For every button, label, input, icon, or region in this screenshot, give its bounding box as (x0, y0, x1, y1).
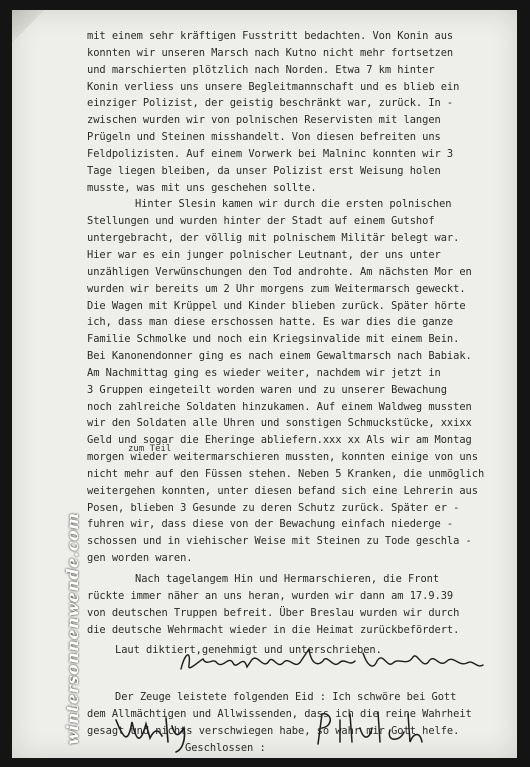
text-line: Am Nachmittag ging es wieder weiter, nachdem wir jetzt in (87, 366, 441, 379)
text-line: Geld und sogar die Eheringe abliefern.xxx xx Als wir am Montag (87, 434, 472, 447)
site-watermark: wintersonnenwende.com (63, 512, 82, 745)
text-line: Stellungen und wurden hinter der Stadt auf einem Gutshof (87, 215, 435, 228)
text-line: ich, dass man diese erschossen hatte. Es war dies die ganze (87, 316, 454, 329)
closing-signature-right (312, 708, 432, 754)
text-line: wir den Soldaten alle Uhren und sonstigen Schmuckstücke, xxixx (87, 417, 472, 430)
text-line: Familie Schmolke und noch ein Kriegsinvalide mit einem Bein. (87, 333, 460, 346)
text-line: einziger Polizist, der geistig beschränkt war, zurück. In - (87, 97, 454, 110)
text-line: noch zahlreiche Soldaten hinzukamen. Auf einem Waldweg mussten (87, 400, 472, 413)
text-line: schossen und in viehischer Weise mit Steinen zu Tode geschla - (87, 535, 472, 548)
text-line: Der Zeuge leistete folgenden Eid : Ich schwöre bei Gott (115, 691, 457, 704)
text-line: untergebracht, der völlig mit polnischem Militär belegt war. (87, 232, 460, 245)
document-page (12, 10, 517, 758)
text-line: weitergehen konnten, unter diesen befand sich eine Lehrerin aus (87, 484, 478, 497)
text-line: Posen, blieben 3 Gesunde zu deren Schutz zurück. Später er - (87, 501, 460, 514)
text-line: wurden wir bereits um 2 Uhr morgens zum Weitermarsch geweckt. (87, 282, 466, 295)
text-line: Hinter Slesin kamen wir durch die ersten polnischen (135, 198, 452, 211)
text-line: Nach tagelangem Hin und Hermarschieren, die Front (135, 573, 440, 585)
text-line: gen worden waren. (87, 552, 193, 565)
text-line: nicht mehr auf den Füssen stehen. Neben 5 Kranken, die unmöglich (87, 467, 485, 480)
text-line: und marschierten plötzlich nach Norden. Etwa 7 km hinter (87, 63, 435, 76)
text-line: 3 Gruppen eingeteilt worden waren und zu unserer Bewachung (87, 383, 447, 396)
closing-signature-left (110, 710, 200, 756)
handwritten-insertion: zum Teil (128, 444, 172, 454)
text-line: rückte immer näher an uns heran, wurden wir dann am 17.9.39 (87, 589, 454, 602)
text-line: Geschlossen : (185, 741, 266, 754)
text-line: unzähligen Verwünschungen den Tod androhte. Am nächsten Mor en (87, 265, 472, 278)
text-line: Feldpolizisten. Auf einem Vorwerk bei Malninc konnten wir 3 (87, 147, 454, 160)
text-line: morgen wieder weitermarschieren mussten, konnten einige von uns (87, 451, 478, 464)
text-line: fuhren wir, dass diese von der Bewachung einfach niederge - (87, 518, 454, 531)
text-line: Laut diktiert,genehmigt und unterschrieben. (115, 644, 382, 657)
witness-signature (177, 643, 497, 683)
text-line: konnten wir unseren Marsch nach Kutno nicht mehr fortsetzen (87, 46, 454, 59)
text-line: Hier war es ein junger polnischer Leutnant, der uns unter (87, 248, 441, 261)
text-line: die deutsche Wehrmacht wieder in die Heimat zurückbefördert. (87, 623, 460, 636)
text-line: Die Wagen mit Krüppel und Kinder blieben zurück. Später hörte (87, 299, 466, 312)
text-line: gesagt und nichts verschwiegen habe, so wahr mir Gott helfe. (87, 724, 460, 737)
text-line: dem Allmächtigen und Allwissenden, dass ich die reine Wahrheit (87, 708, 472, 721)
text-line: von deutschen Truppen befreit. Über Breslau wurden wir durch (87, 606, 460, 619)
text-line: Konin verliess uns unsere Begleitmannschaft und es blieb ein (87, 80, 460, 93)
text-line: Tage liegen bleiben, da unser Polizist erst Weisung holen (87, 164, 441, 177)
text-line: zwischen wurden wir von polnischen Reservisten mit langen (87, 114, 441, 127)
text-line: mit einem sehr kräftigen Fusstritt bedachten. Von Konin aus (87, 30, 454, 42)
text-line: musste, was mit uns geschehen sollte. (87, 181, 317, 194)
text-line: Prügeln und Steinen misshandelt. Von diesen befreiten uns (87, 131, 441, 144)
text-line: Bei Kanonendonner ging es nach einem Gewaltmarsch nach Babiak. (87, 350, 472, 363)
